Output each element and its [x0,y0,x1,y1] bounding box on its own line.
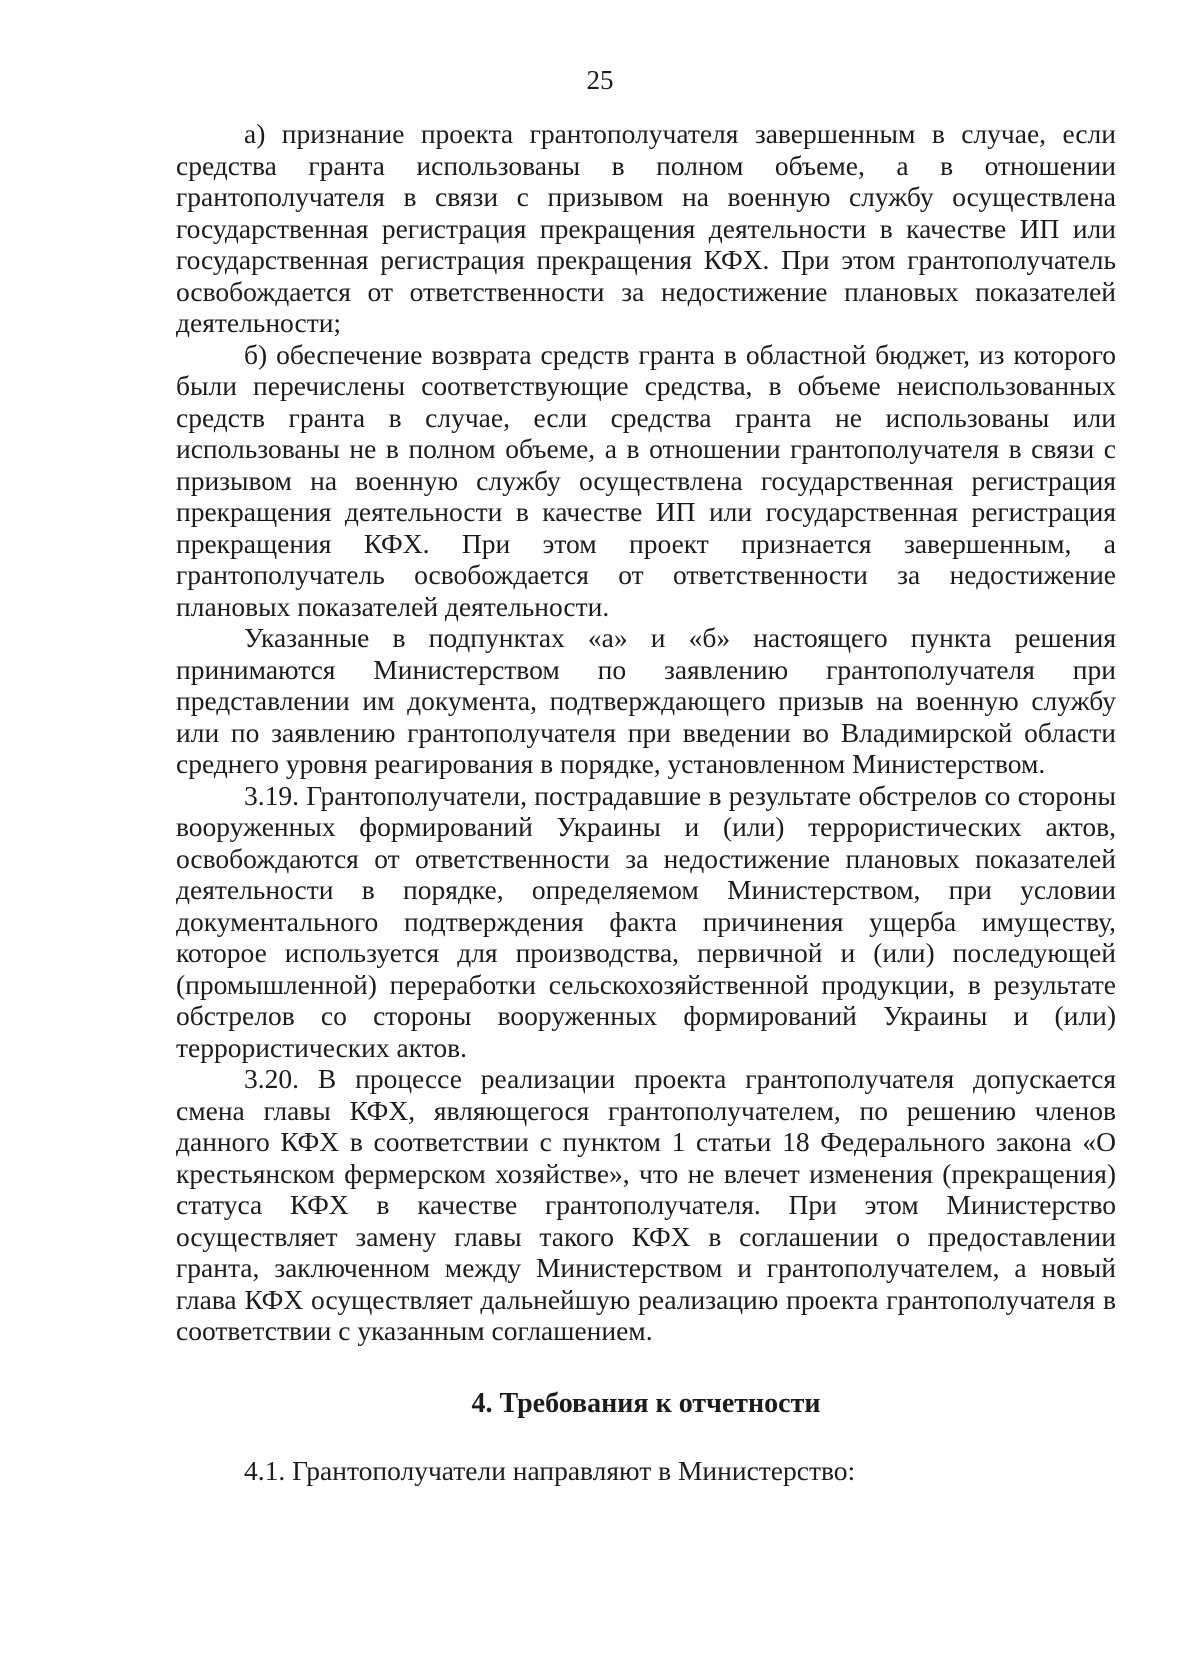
paragraph-3-20: 3.20. В процессе реализации проекта грантополучателя допускается смена главы КФХ, являющегося грантополучателем, по решению членов данного КФХ в соответствии с пунктом 1 статьи 18 Федерального закона «О крестьянском фермерском хозяйстве», что не влечет изменения (прекращения) статуса КФХ в качестве грантополучателя. При этом Министерство осуществляет замену главы такого КФХ в соглашении о предоставлении гранта, заключенном между Министерством и грантополучателем, а новый глава КФХ осуществляет дальнейшую реализацию проекта грантополучателя в соответствии с указанным соглашением. [176,1063,1116,1346]
paragraph-subitem-b: б) обеспечение возврата средств гранта в областной бюджет, из которого были перечислены соответствующие средства, в объеме неиспользованных средств гранта в случае, если средства гранта не использованы или использованы не в полном объеме, а в отношении грантополучателя в связи с призывом на военную службу осуществлена государственная регистрация прекращения деятельности в качестве ИП или государственная регистрация прекращения КФХ. При этом проект признается завершенным, а грантополучатель освобождается от ответственности за недостижение плановых показателей деятельности. [176,338,1116,622]
page-number: 25 [586,65,614,95]
document-body [176,118,1116,1486]
paragraph-subitem-a: а) признание проекта грантополучателя завершенным в случае, если средства гранта использованы в полном объеме, а в отношении грантополучателя в связи с призывом на военную службу осуществлена государственная регистрация прекращения деятельности в качестве ИП или государственная регистрация прекращения КФХ. При этом грантополучатель освобождается от ответственности за недостижение плановых показателей деятельности; [176,118,1116,338]
section-heading: 4. Требования к отчетности [471,1387,821,1419]
paragraph-decisions: Указанные в подпунктах «а» и «б» настоящего пункта решения принимаются Министерством по заявлению грантополучателя при представлении им документа, подтверждающего призыв на военную службу или по заявлению грантополучателя при введении во Владимирской области среднего уровня реагирования в порядке, установленном Министерством. [176,622,1116,779]
paragraph-4-1: 4.1. Грантополучатели направляют в Министерство: [244,1454,856,1486]
paragraph-3-19: 3.19. Грантополучатели, пострадавшие в результате обстрелов со стороны вооруженных формирований Украины и (или) террористических актов, освобождаются от ответственности за недостижение плановых показателей деятельности в порядке, определяемом Министерством, при условии документального подтверждения факта причинения ущерба имуществу, которое используется для производства, первичной и (или) последующей (промышленной) переработки сельскохозяйственной продукции, в результате обстрелов со стороны вооруженных формирований Украины и (или) террористических актов. [176,779,1116,1063]
